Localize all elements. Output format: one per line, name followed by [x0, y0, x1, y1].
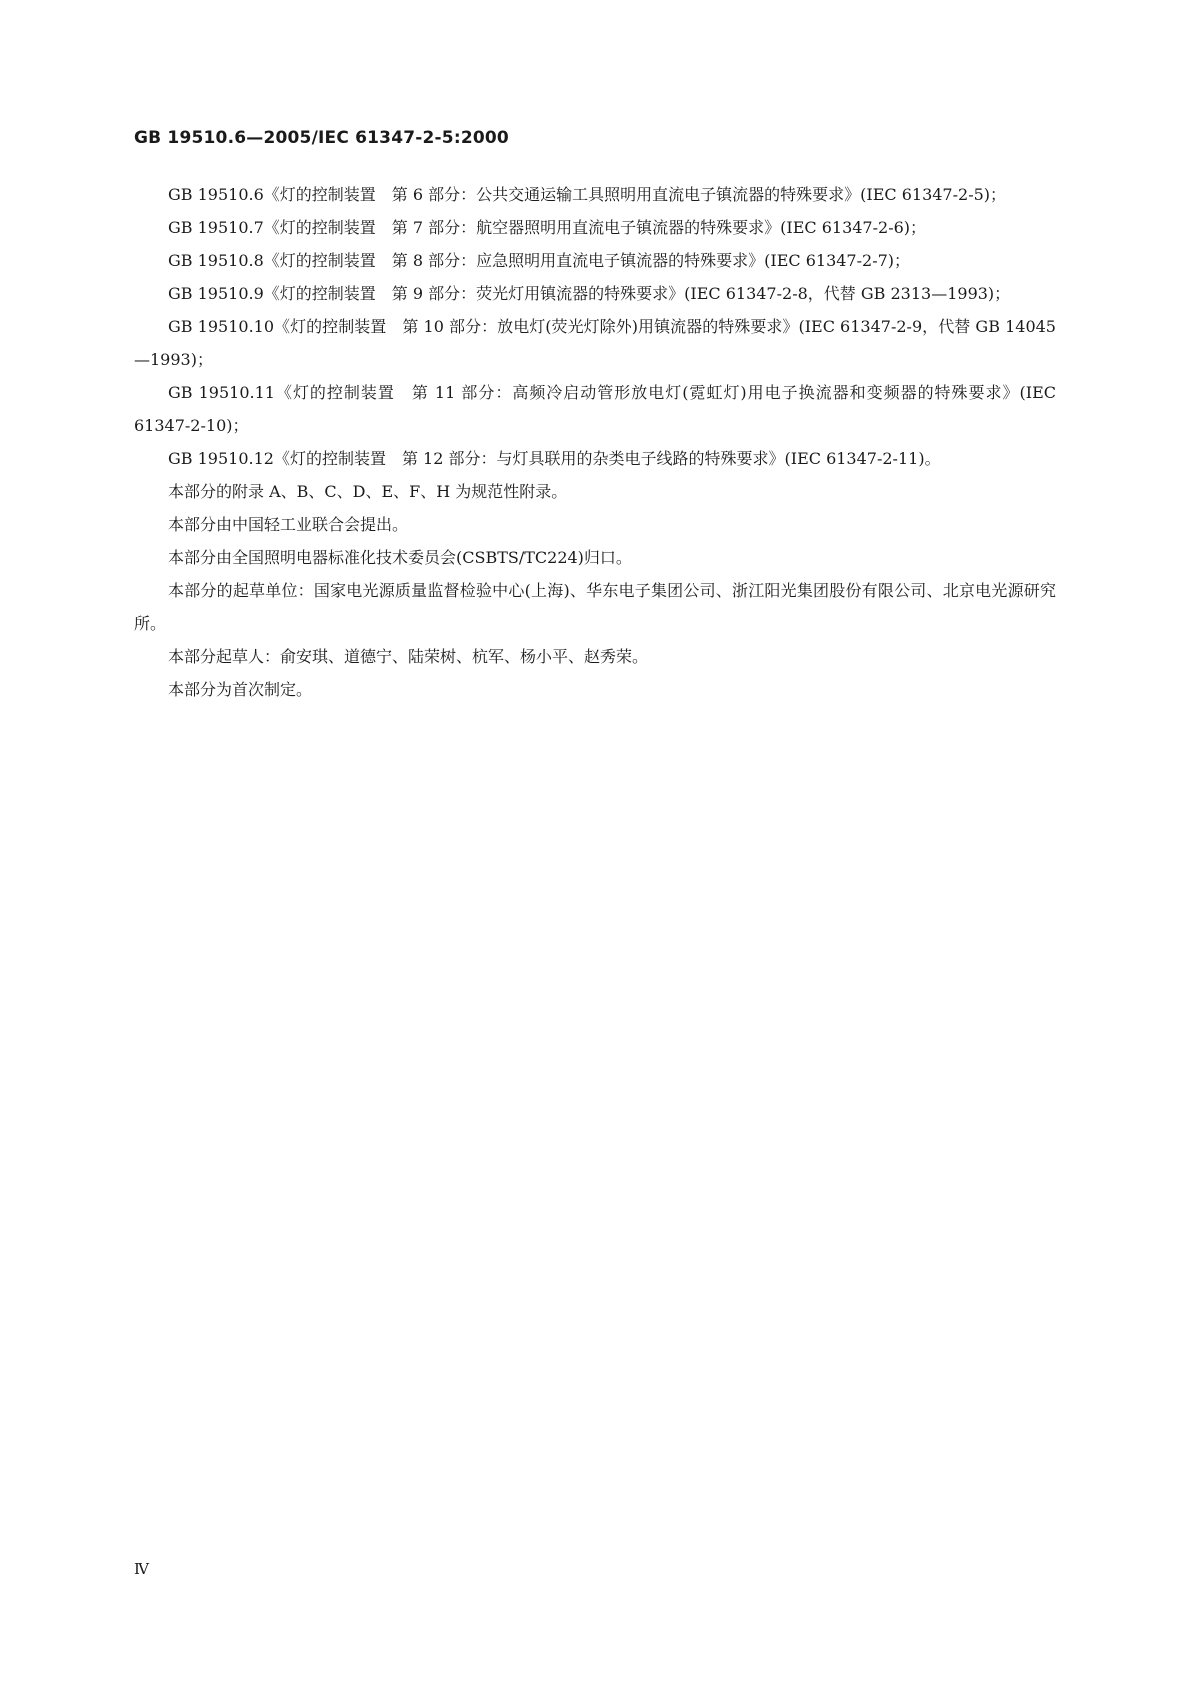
paragraph-annexes: 本部分的附录 A、B、C、D、E、F、H 为规范性附录。 — [168, 482, 568, 501]
paragraph-gb19510-10: GB 19510.10《灯的控制装置 第 10 部分：放电灯(荧光灯除外)用镇流器的特殊要求》(IEC 61347-2-9，代替 GB 14045—1993)； — [134, 317, 1056, 369]
paragraph-drafting-units: 本部分的起草单位：国家电光源质量监督检验中心(上海)、华东电子集团公司、浙江阳光集团股份有限公司、北京电光源研究所。 — [134, 581, 1056, 633]
paragraph-proposed-by: 本部分由中国轻工业联合会提出。 — [168, 515, 409, 534]
standard-code-header: GB 19510.6—2005/IEC 61347-2-5:2000 — [134, 128, 509, 148]
paragraph-gb19510-6: GB 19510.6《灯的控制装置 第 6 部分：公共交通运输工具照明用直流电子镇流器的特殊要求》(IEC 61347-2-5)； — [168, 185, 1007, 204]
paragraph-first-edition: 本部分为首次制定。 — [168, 680, 313, 699]
foreword-content — [134, 178, 1056, 706]
paragraph-drafters: 本部分起草人：俞安琪、道德宁、陆荣树、杭军、杨小平、赵秀荣。 — [168, 647, 649, 666]
page-number: Ⅳ — [134, 1560, 149, 1578]
paragraph-gb19510-9: GB 19510.9《灯的控制装置 第 9 部分：荧光灯用镇流器的特殊要求》(IEC 61347-2-8，代替 GB 2313—1993)； — [168, 284, 1011, 303]
paragraph-gb19510-12: GB 19510.12《灯的控制装置 第 12 部分：与灯具联用的杂类电子线路的特殊要求》(IEC 61347-2-11)。 — [168, 449, 941, 468]
paragraph-gb19510-8: GB 19510.8《灯的控制装置 第 8 部分：应急照明用直流电子镇流器的特殊要求》(IEC 61347-2-7)； — [168, 251, 911, 270]
paragraph-technical-committee: 本部分由全国照明电器标准化技术委员会(CSBTS/TC224)归口。 — [168, 548, 632, 567]
paragraph-gb19510-11: GB 19510.11《灯的控制装置 第 11 部分：高频冷启动管形放电灯(霓虹灯)用电子换流器和变频器的特殊要求》(IEC 61347-2-10)； — [134, 383, 1056, 435]
paragraph-gb19510-7: GB 19510.7《灯的控制装置 第 7 部分：航空器照明用直流电子镇流器的特殊要求》(IEC 61347-2-6)； — [168, 218, 927, 237]
